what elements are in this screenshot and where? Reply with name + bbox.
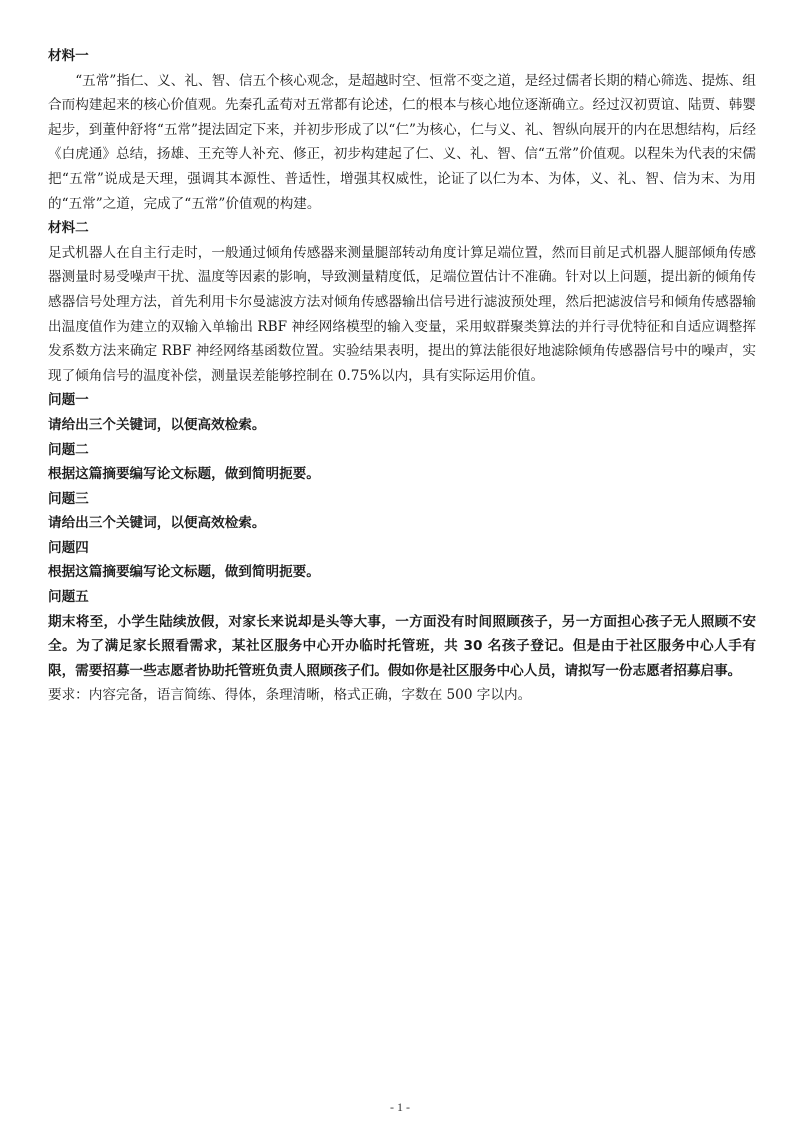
document-page xyxy=(48,44,756,708)
question1-text: 请给出三个关键词，以便高效检索。 xyxy=(48,416,266,433)
material2-body: 足式机器人在自主行走时，一般通过倾角传感器来测量腿部转动角度计算足端位置，然而目前足式机器人腿部倾角传感器测量时易受噪声干扰、温度等因素的影响，导致测量精度低，足端位置估计不准确。针对以上问题，提出新的倾角传感器信号处理方法，首先利用卡尔曼滤波方法对倾角传感器输出信号进行滤波预处理，然后把滤波信号和倾角传感器输出温度值作为建立的双输入单输出 RBF 神经网络模型的输入变量，采用蚁群聚类算法的并行寻优特征和自适应调整挥发系数方法来确定 RBF 神经网络基函数位置。实验结果表明，提出的算法能很好地滤除倾角传感器信号中的噪声，实现了倾角信号的温度补偿，测量误差能够控制在 0.75%以内，具有实际运用价值。 xyxy=(48,244,756,384)
material2-title: 材料二 xyxy=(48,220,89,237)
question3-title: 问题三 xyxy=(48,490,89,507)
question5-title: 问题五 xyxy=(48,589,89,606)
material1-title: 材料一 xyxy=(48,48,89,64)
question1-title: 问题一 xyxy=(48,392,89,409)
question2-title: 问题二 xyxy=(48,441,89,458)
question5-text: 期末将至，小学生陆续放假，对家长来说却是头等大事，一方面没有时间照顾孩子，另一方面担心孩子无人照顾不安全。为了满足家长照看需求，某社区服务中心开办临时托管班，共 30 名孩子登记。但是由于社区服务中心人手有限，需要招募一些志愿者协助托管班负责人照顾孩子们。假如你是社区服务中心人员，请拟写一份志愿者招募启事。 xyxy=(48,613,756,679)
question2-text: 根据这篇摘要编写论文标题，做到简明扼要。 xyxy=(48,466,320,483)
question3-text: 请给出三个关键词，以便高效检索。 xyxy=(48,515,266,532)
question5-requirement: 要求：内容完备，语言简练、得体，条理清晰，格式正确，字数在 500 字以内。 xyxy=(48,687,532,704)
question4-title: 问题四 xyxy=(48,539,89,556)
question4-text: 根据这篇摘要编写论文标题，做到简明扼要。 xyxy=(48,564,320,581)
page-number: - 1 - xyxy=(390,1100,410,1114)
material1-body: “五常”指仁、义、礼、智、信五个核心观念，是超越时空、恒常不变之道，是经过儒者长期的精心筛选、提炼、组合而构建起来的核心价值观。先秦孔孟荀对五常都有论述，仁的根本与核心地位逐渐确立。经过汉初贾谊、陆贾、韩婴起步，到董仲舒将“五常”提法固定下来，并初步形成了以“仁”为核心，仁与义、礼、智纵向展开的内在思想结构，后经《白虎通》总结，扬雄、王充等人补充、修正，初步构建起了仁、义、礼、智、信“五常”价值观。以程朱为代表的宋儒把“五常”说成是天理，强调其本源性、普适性，增强其权威性，论证了以仁为本、为体，义、礼、智、信为末、为用的“五常”之道，完成了“五常”价值观的构建。 xyxy=(48,72,756,212)
